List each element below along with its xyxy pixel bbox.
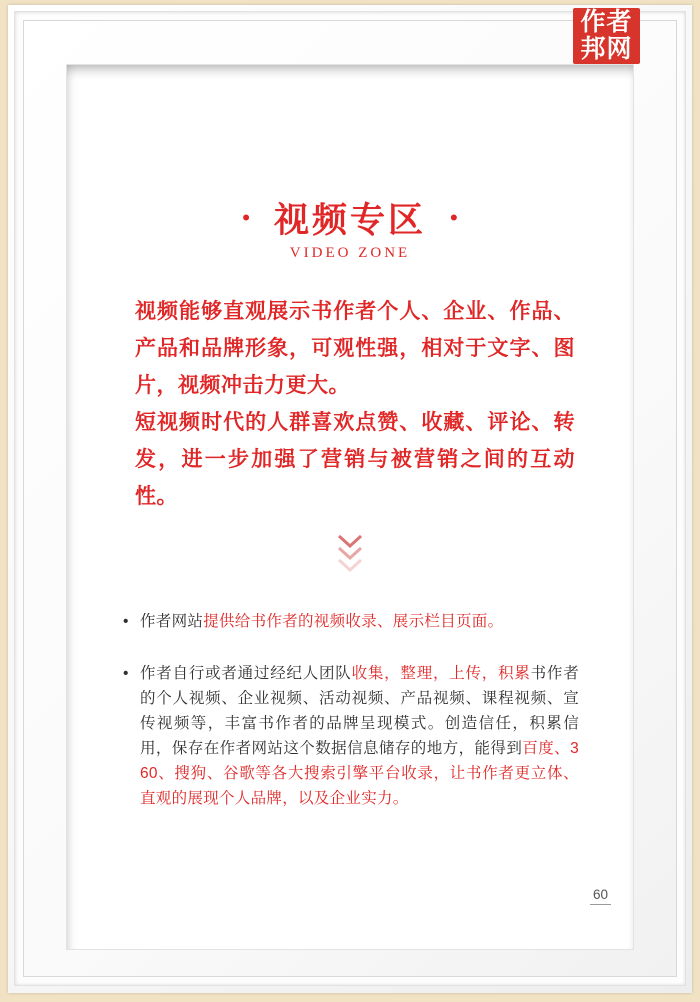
bullet-text: 作者自行或者通过经纪人团队收集，整理，上传，积累书作者的个人视频、企业视频、活动视频、产品视频、课程视频、宣传视频等，丰富书作者的品牌呈现模式。创造信任，积累信用，保存在作者网站这个数据信息储存的地方，能得到百度、360、搜狗、谷歌等各大搜索引擎平台收录，让书作者更立体、直观的展现个人品牌，以及企业实力。 [140,665,580,807]
bullet-item [121,609,579,634]
page-number: 60 [590,887,611,905]
title-left-dot-icon: • [242,205,250,230]
logo-text-line: 作者 [580,8,633,36]
page-title: 视频专区 [273,201,426,240]
bullet-item [121,661,579,811]
page-title-row [67,193,633,243]
title-right-dot-icon: • [450,205,458,230]
intro-paragraph: 短视频时代的人群喜欢点赞、收藏、评论、转发，进一步加强了营销与被营销之间的互动性。 [135,411,575,508]
bullet-marker-icon: • [123,613,129,630]
site-logo [573,8,640,64]
intro-section [135,293,575,515]
triple-chevron-down-icon [335,533,365,577]
section-divider [67,533,633,577]
document-page [66,64,634,950]
bullet-marker-icon: • [123,665,129,682]
intro-paragraph: 视频能够直观展示书作者个人、企业、作品、产品和品牌形象，可观性强，相对于文字、图片，视频冲击力更大。 [135,300,575,397]
logo-text-line: 邦网 [580,35,633,63]
page-subtitle: VIDEO ZONE [289,245,411,261]
bullet-list [121,609,579,811]
bullet-text: 作者网站提供给书作者的视频收录、展示栏目页面。 [140,613,504,630]
